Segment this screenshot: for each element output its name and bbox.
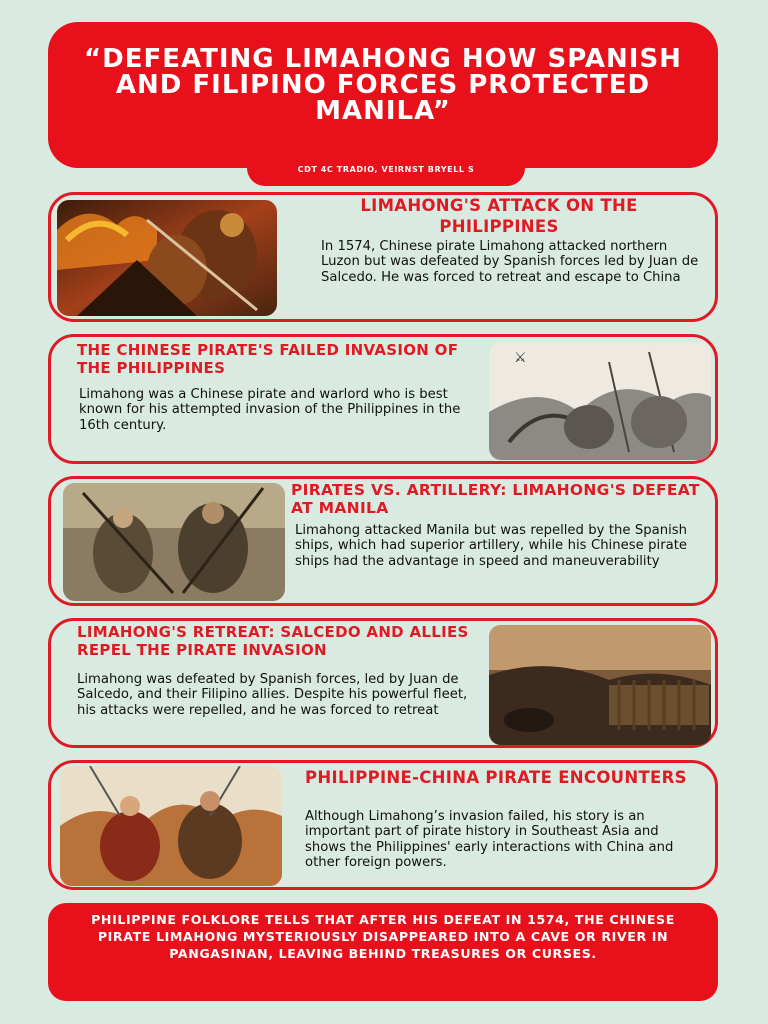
svg-text:⚔: ⚔ <box>514 350 527 366</box>
author-tab <box>247 152 525 186</box>
section-body: Although Limahong’s invasion failed, his story is an important part of pirate history in Southeast Asia and shows the Philippines' early interactions with China and other foreign powers. <box>305 809 674 870</box>
section-card-failed-invasion <box>48 334 718 464</box>
section-title: PHILIPPINE-CHINA PIRATE ENCOUNTERS <box>305 768 687 787</box>
battle-painting-illustration <box>489 625 711 745</box>
battle-fire-illustration <box>57 200 277 316</box>
folklore-text: PHILIPPINE FOLKLORE TELLS THAT AFTER HIS DEFEAT IN 1574, THE CHINESE PIRATE LIMAHONG MYSTERIOUSLY DISAPPEARED INTO A CAVE OR RIVER IN PANGASINAN, LEAVING BEHIND TREASURES OR CURSES. <box>91 912 675 961</box>
section-body: In 1574, Chinese pirate Limahong attacked northern Luzon but was defeated by Spanish forces led by Juan de Salcedo. He was forced to retreat and escape to China <box>321 239 699 285</box>
section-title: LIMAHONG'S ATTACK ON THE PHILIPPINES <box>360 196 638 236</box>
section-title: PIRATES VS. ARTILLERY: LIMAHONG'S DEFEAT AT MANILA <box>291 481 700 517</box>
warriors-illustration <box>63 483 285 601</box>
section-body: Limahong was defeated by Spanish forces, led by Juan de Salcedo, and their Filipino allies. Despite his powerful fleet, his attacks were repelled, and he was forced to retreat <box>77 672 468 718</box>
author-name: CDT 4C TRADIO, VEIRNST BRYELL S <box>297 165 475 174</box>
section-title: THE CHINESE PIRATE'S FAILED INVASION OF THE PHILIPPINES <box>77 341 459 377</box>
section-title: LIMAHONG'S RETREAT: SALCEDO AND ALLIES REPEL THE PIRATE INVASION <box>77 623 469 659</box>
section-body: Limahong was a Chinese pirate and warlord who is best known for his attempted invasion of the Philippines in the 16th century. <box>79 387 461 433</box>
page-title: “DEFEATING LIMAHONG HOW SPANISH AND FILIPINO FORCES PROTECTED MANILA” <box>84 44 682 126</box>
section-card-encounters <box>48 760 718 890</box>
pirate-sketch-illustration <box>489 342 711 460</box>
section-body: Limahong attacked Manila but was repelled by the Spanish ships, which had superior artillery, while his Chinese pirate ships had the advantage in speed and maneuverability <box>295 523 687 569</box>
soldiers-illustration <box>60 766 282 886</box>
section-card-artillery <box>48 476 718 606</box>
section-card-retreat <box>48 618 718 748</box>
title-banner <box>48 22 718 168</box>
section-card-attack <box>48 192 718 322</box>
folklore-banner <box>48 903 718 1001</box>
